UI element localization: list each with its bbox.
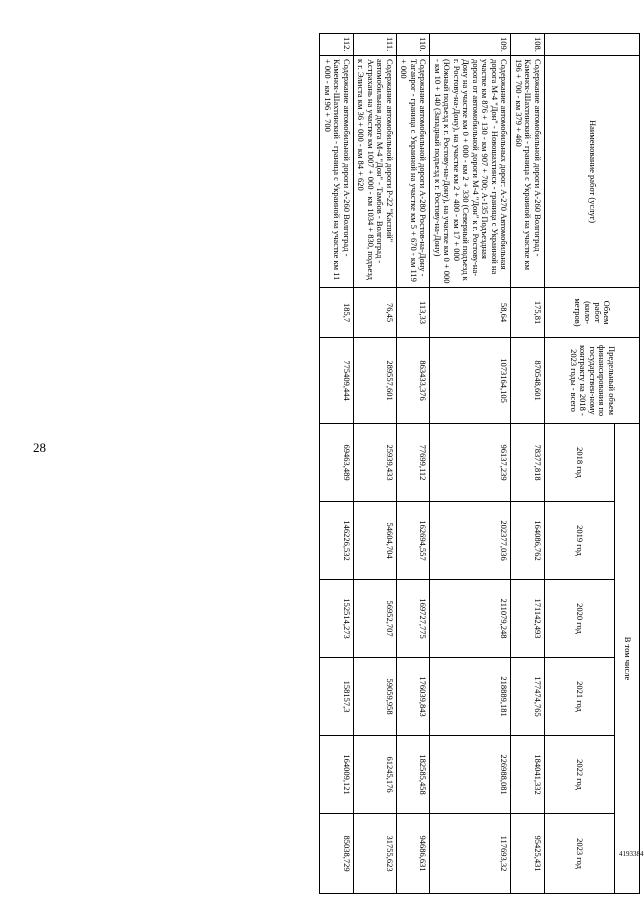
header-year: 2019 год bbox=[545, 502, 615, 580]
year-value: 31755,623 bbox=[353, 814, 396, 894]
volume-value: 185,7 bbox=[320, 288, 354, 338]
volume-value: 113,33 bbox=[396, 288, 430, 338]
year-value: 77699,112 bbox=[396, 424, 430, 502]
year-value: 218889,181 bbox=[430, 658, 511, 736]
header-year: 2018 год bbox=[545, 424, 615, 502]
header-year: 2020 год bbox=[545, 580, 615, 658]
table-row bbox=[396, 34, 430, 894]
year-value: 202377,036 bbox=[430, 502, 511, 580]
total-value: 870548,601 bbox=[511, 338, 545, 424]
year-value: 78377,818 bbox=[511, 424, 545, 502]
work-name: Содержание автомобильной дороги А-260 Волгоград - Каменск-Шахтинский - граница с Украиной на участке км 11 + 000 - км 196 + 700 bbox=[320, 56, 354, 288]
table-row bbox=[353, 34, 396, 894]
header-year: 2022 год bbox=[545, 736, 615, 814]
year-value: 54604,704 bbox=[353, 502, 396, 580]
year-value: 59059,958 bbox=[353, 658, 396, 736]
row-number: 108. bbox=[511, 34, 545, 56]
work-name: Содержание автомобильной дороги Р-22 "Каспий" автомобильная дорога М-4 "Дон" - Тамбов - Волгоград - Астрахань на участке км 1007 + 000 - км 1034 + 830, подъезд к г. Элиста км 36 + 000 - км 84 + 620 bbox=[353, 56, 396, 288]
volume-value: 175,81 bbox=[511, 288, 545, 338]
volume-value: 76,45 bbox=[353, 288, 396, 338]
table-row bbox=[511, 34, 545, 894]
year-value: 117693,32 bbox=[430, 814, 511, 894]
year-value: 96137,239 bbox=[430, 424, 511, 502]
year-value: 146226,532 bbox=[320, 502, 354, 580]
volume-value: 58,64 bbox=[430, 288, 511, 338]
header-work-name: Наименование работ (услуг) bbox=[545, 56, 640, 288]
year-value: 169727,775 bbox=[396, 580, 430, 658]
header-max-funding: Предельный объем финансирования по государствен-ному контракту на 2018 - 2023 годы - всего bbox=[545, 338, 640, 424]
total-value: 1073164,105 bbox=[430, 338, 511, 424]
year-value: 162694,557 bbox=[396, 502, 430, 580]
document-code: 4193384 bbox=[619, 850, 644, 858]
year-value: 164009,121 bbox=[320, 736, 354, 814]
year-value: 94686,631 bbox=[396, 814, 430, 894]
year-value: 61245,176 bbox=[353, 736, 396, 814]
year-value: 152514,273 bbox=[320, 580, 354, 658]
year-value: 226988,081 bbox=[430, 736, 511, 814]
header-year: 2023 год bbox=[545, 814, 615, 894]
work-name: Содержание автомобильной дороги А-260 Волгоград - Каменск-Шахтинский - граница с Украиной на участке км 196 + 700 - км 379 + 460 bbox=[511, 56, 545, 288]
table-row bbox=[430, 34, 511, 894]
total-value: 775409,444 bbox=[320, 338, 354, 424]
page-number: 28 bbox=[33, 440, 46, 455]
year-value: 184041,332 bbox=[511, 736, 545, 814]
row-number: 109. bbox=[430, 34, 511, 56]
row-number: 112. bbox=[320, 34, 354, 56]
year-value: 176039,843 bbox=[396, 658, 430, 736]
year-value: 69463,489 bbox=[320, 424, 354, 502]
year-value: 158157,3 bbox=[320, 658, 354, 736]
year-value: 211079,248 bbox=[430, 580, 511, 658]
work-name: Содержание автомобильной дороги А-280 Ростов-на-Дону - Таганрог - граница с Украиной на участке км 5 + 670 - км 119 + 000 bbox=[396, 56, 430, 288]
year-value: 164086,762 bbox=[511, 502, 545, 580]
works-table bbox=[319, 33, 640, 894]
table-row bbox=[320, 34, 354, 894]
year-value: 177474,765 bbox=[511, 658, 545, 736]
work-name: Содержание автомобильных дорог: А-270 Автомобильная дорога М-4 "Дон" - Новошахтинск - граница с Украиной на участке км 876 + 130 - км 907 + 700; А-135 Подъездная дорога от автомобильной дороги М-4 "Дон" к г. Ростову-на-Дону на участке км 0 + 000 - км 2 + 330 (Северный подъезд к г. Ростову-на-Дону), на участке км 2 + 400 - км 17 + 000 (Южный подъезд к г. Ростову-на-Дону), на участке км 0 + 000 - км 10 + 140 (Западный подъезд к г. Ростову-на-Дону) bbox=[430, 56, 511, 288]
year-value: 182585,458 bbox=[396, 736, 430, 814]
year-value: 25939,433 bbox=[353, 424, 396, 502]
total-value: 863433,376 bbox=[396, 338, 430, 424]
header-year: 2021 год bbox=[545, 658, 615, 736]
rotated-table-page bbox=[80, 0, 640, 905]
row-number: 110. bbox=[396, 34, 430, 56]
row-number: 111. bbox=[353, 34, 396, 56]
year-value: 56952,707 bbox=[353, 580, 396, 658]
header-volume: Объем работ (кило-метров) bbox=[545, 288, 640, 338]
header-index bbox=[545, 34, 640, 56]
header-including: В том числе bbox=[615, 424, 640, 894]
year-value: 85038,729 bbox=[320, 814, 354, 894]
year-value: 171142,493 bbox=[511, 580, 545, 658]
year-value: 95425,431 bbox=[511, 814, 545, 894]
total-value: 289557,601 bbox=[353, 338, 396, 424]
